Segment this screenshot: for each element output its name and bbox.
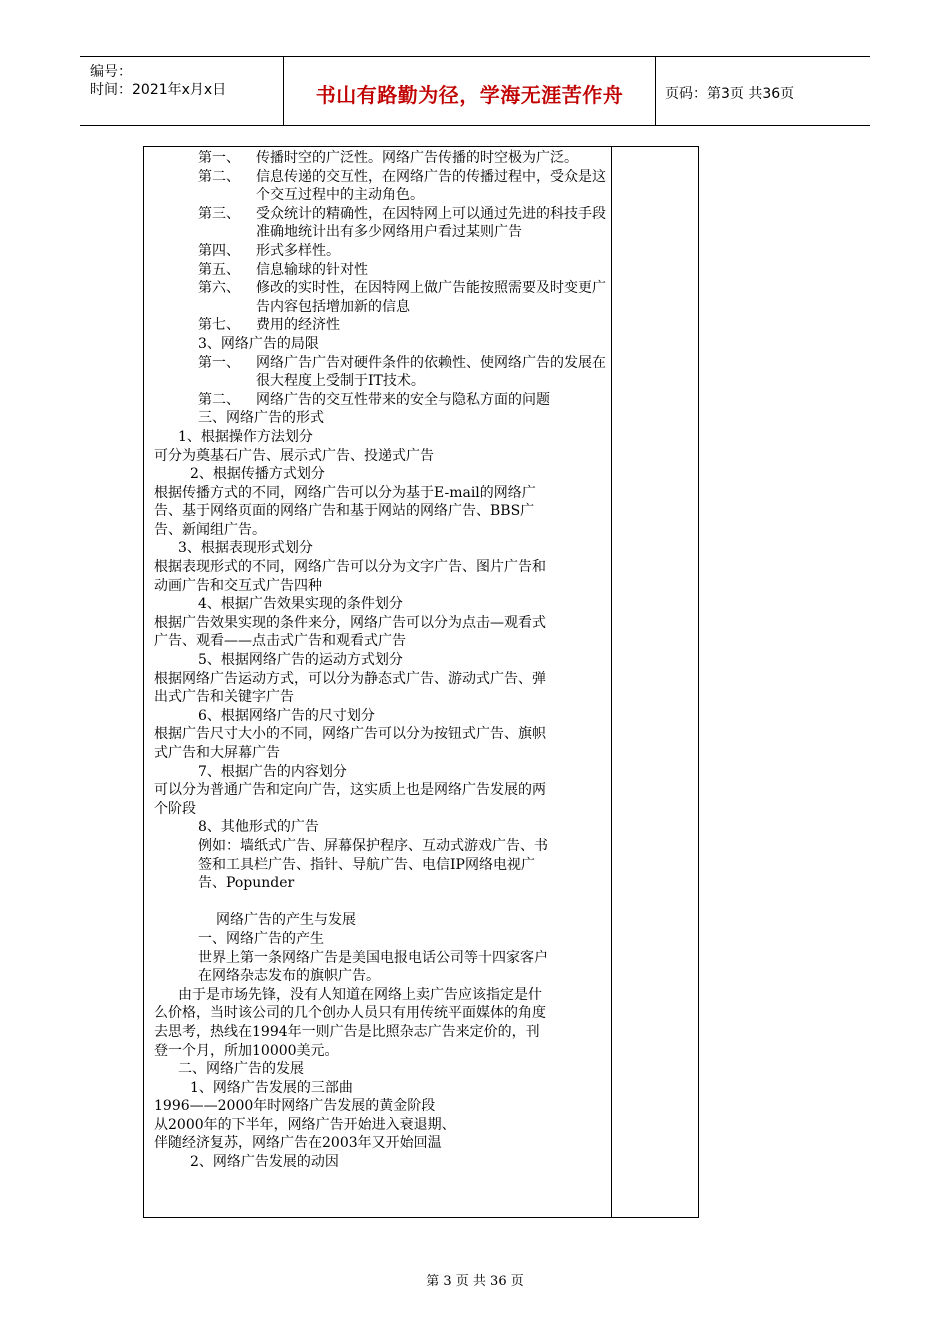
feature-list [154, 149, 606, 335]
section-title: 网络广告的产生与发展 [216, 912, 356, 929]
form-heading-7: 7、根据广告的内容划分 [198, 763, 347, 780]
form-text-2-line: 告、基于网络页面的网络广告和基于网站的网络广告、BBS广 [154, 503, 535, 520]
header-motto: 书山有路勤为径，学海无涯苦作舟 [315, 83, 624, 107]
content-cell [154, 149, 606, 1172]
form-heading-1: 1、根据操作方法划分 [178, 428, 313, 445]
item-number-label: 第四、 [198, 242, 240, 259]
form-text-7-line: 可以分为普通广告和定向广告，这实质上也是网络广告发展的两 [154, 782, 546, 799]
item-text: 网络广告广告对硬件条件的依赖性、使网络广告的发展在很大程度上受制于IT技术。 [256, 354, 606, 390]
header-meta-cell [80, 57, 283, 125]
form-text-2-line: 根据传播方式的不同，网络广告可以分为基于E-mail的网络广 [154, 484, 536, 501]
origin-para-line: 登一个月，所加10000美元。 [154, 1042, 339, 1059]
form-text-8-line: 告、Popunder [198, 875, 295, 892]
item-number-label: 第七、 [198, 317, 240, 334]
form-text-6-line: 式广告和大屏幕广告 [154, 745, 280, 761]
dev-heading: 二、网络广告的发展 [178, 1061, 304, 1078]
item-text: 修改的实时性，在因特网上做广告能按照需要及时变更广告内容包括增加新的信息 [256, 280, 606, 315]
origin-text-line: 世界上第一条网络广告是美国电报电话公司等十四家客户 [198, 949, 548, 966]
origin-text-line: 在网络杂志发布的旗帜广告。 [198, 968, 380, 985]
form-heading-8: 8、其他形式的广告 [198, 819, 319, 836]
form-text-8-line: 签和工具栏广告、指针、导航广告、电信IP网络电视广 [198, 856, 535, 873]
page-footer: 第 3 页 共 36 页 [426, 1274, 524, 1289]
item-number-label: 第五、 [198, 261, 240, 278]
document-time-label: 时间：2021年x月x日 [90, 82, 227, 98]
form-heading-5: 5、根据网络广告的运动方式划分 [198, 652, 403, 669]
page-header [80, 56, 870, 126]
item-number-label: 第一、 [198, 150, 240, 166]
numbered-item [154, 242, 606, 261]
form-heading-2: 2、根据传播方式划分 [190, 466, 325, 483]
blank-line [154, 893, 606, 912]
numbered-item [154, 354, 606, 391]
header-page-cell [655, 57, 870, 125]
form-heading-4: 4、根据广告效果实现的条件划分 [198, 596, 403, 613]
item-text: 受众统计的精确性，在因特网上可以通过先进的科技手段准确地统计出有多少网络用户看过某则广告 [256, 205, 606, 241]
numbered-item [154, 391, 606, 410]
item-text: 费用的经济性 [256, 317, 340, 334]
numbered-item [154, 205, 606, 242]
item-number-label: 第二、 [198, 391, 240, 408]
dev1-line: 1996——2000年时网络广告发展的黄金阶段 [154, 1098, 436, 1115]
limits-list [154, 354, 606, 410]
dev2-heading: 2、网络广告发展的动因 [190, 1154, 339, 1171]
document-number-label: 编号： [90, 64, 132, 80]
origin-heading: 一、网络广告的产生 [198, 930, 324, 947]
numbered-item [154, 279, 606, 316]
form-text-6-line: 根据广告尺寸大小的不同，网络广告可以分为按钮式广告、旗帜 [154, 726, 546, 743]
dev1-heading: 1、网络广告发展的三部曲 [190, 1079, 353, 1096]
form-heading-6: 6、根据网络广告的尺寸划分 [198, 707, 375, 724]
item-number-label: 第一、 [198, 354, 240, 371]
item-number-label: 第三、 [198, 205, 240, 222]
form-text-7-line: 个阶段 [154, 800, 196, 817]
item-text: 传播时空的广泛性。网络广告传播的时空极为广泛。 [256, 150, 578, 166]
item-text: 形式多样性。 [256, 242, 340, 259]
form-heading-3: 3、根据表现形式划分 [178, 540, 313, 557]
form-text-4-line: 广告、观看——点击式广告和观看式广告 [154, 633, 406, 650]
item-text: 网络广告的交互性带来的安全与隐私方面的问题 [256, 391, 550, 408]
content-table [143, 146, 699, 1218]
limits-heading: 3、网络广告的局限 [198, 335, 319, 352]
form-text-5-line: 出式广告和关键字广告 [154, 689, 294, 706]
dev1-line: 从2000年的下半年，网络广告开始进入衰退期、 [154, 1116, 456, 1133]
form-text-3-line: 根据表现形式的不同，网络广告可以分为文字广告、图片广告和 [154, 559, 546, 576]
form-text-3-line: 动画广告和交互式广告四种 [154, 577, 322, 594]
dev1-line: 伴随经济复苏，网络广告在2003年又开始回温 [154, 1135, 442, 1152]
item-number-label: 第六、 [198, 280, 240, 297]
numbered-item [154, 149, 606, 168]
header-motto-cell [283, 57, 656, 125]
header-page-label: 页码：第3页 共36页 [665, 86, 795, 102]
item-number-label: 第二、 [198, 168, 240, 185]
numbered-item [154, 316, 606, 335]
item-text: 信息输球的针对性 [256, 261, 368, 278]
origin-para-line: 么价格，当时该公司的几个创办人员只有用传统平面媒体的角度 [154, 1005, 546, 1022]
form-text-2-line: 告、新闻组广告。 [154, 521, 266, 538]
form-text-8-line: 例如：墙纸式广告、屏幕保护程序、互动式游戏广告、书 [198, 837, 548, 854]
table-divider [611, 147, 612, 1217]
origin-para-line: 由于是市场先锋，没有人知道在网络上卖广告应该指定是什 [178, 986, 542, 1003]
form-text-5-line: 根据网络广告运动方式，可以分为静态式广告、游动式广告、弹 [154, 670, 546, 687]
forms-heading: 三、网络广告的形式 [198, 410, 324, 427]
origin-para-line: 去思考，热线在1994年一则广告是比照杂志广告来定价的，刊 [154, 1023, 540, 1040]
numbered-item [154, 261, 606, 280]
form-text-1: 可分为奠基石广告、展示式广告、投递式广告 [154, 447, 434, 464]
form-text-4-line: 根据广告效果实现的条件来分，网络广告可以分为点击—观看式 [154, 614, 546, 631]
item-text: 信息传递的交互性，在网络广告的传播过程中，受众是这个交互过程中的主动角色。 [256, 168, 606, 204]
numbered-item [154, 168, 606, 205]
